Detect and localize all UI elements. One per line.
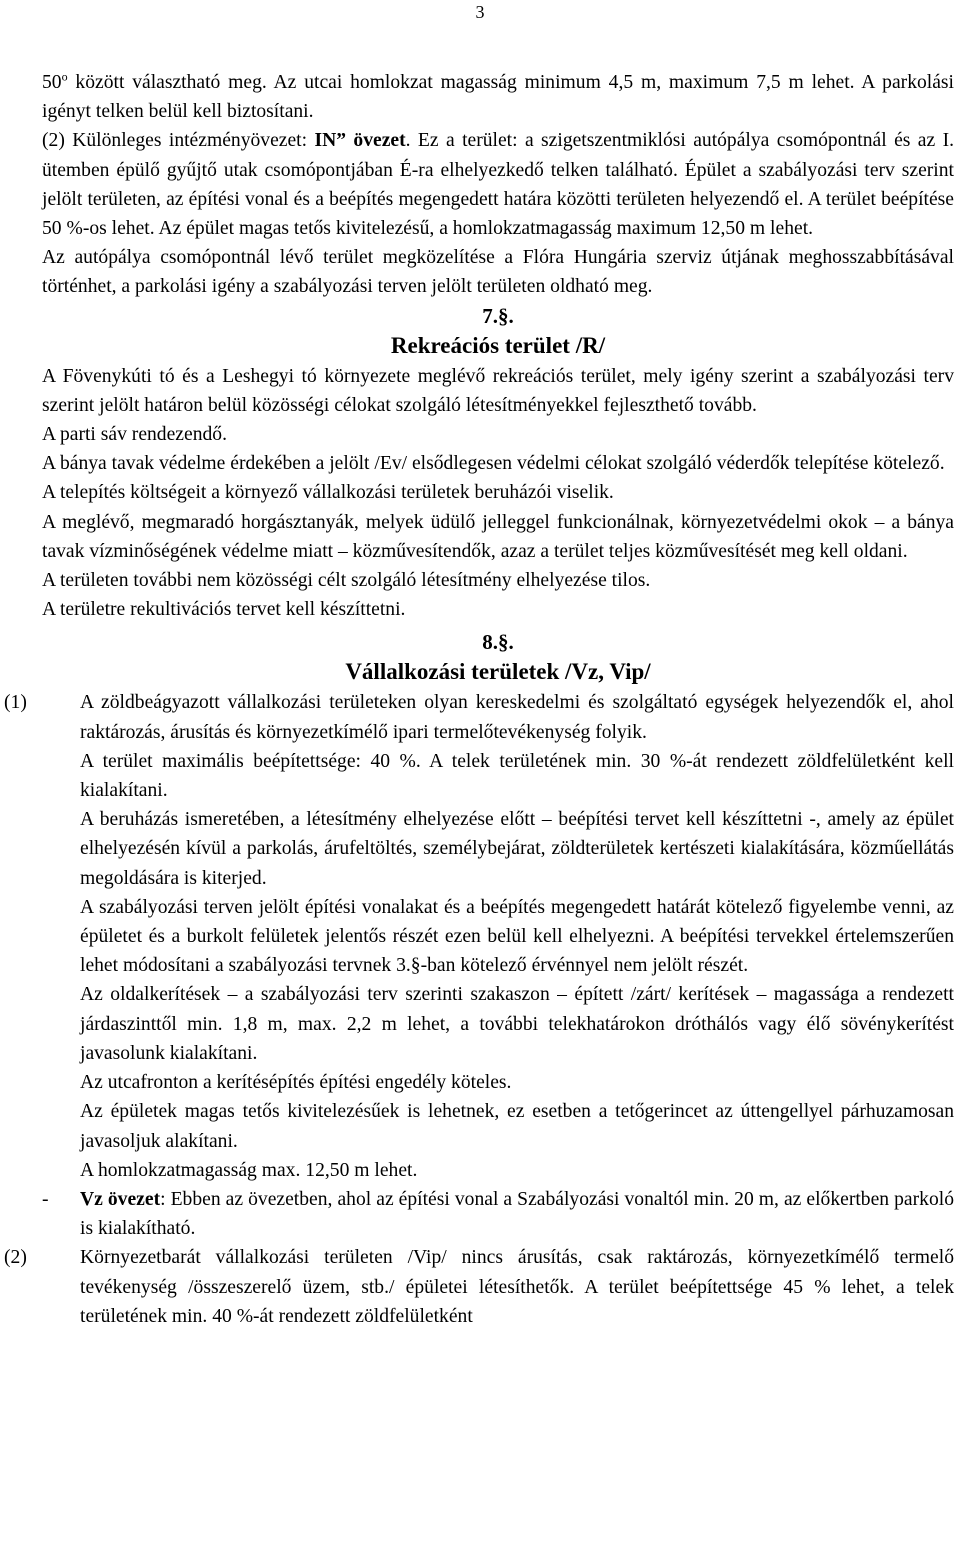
text-run: : Ebben az övezetben, ahol az építési vonal a Szabályozási vonaltól min. 20 m, az előkertben parkoló is kialakítható.: [80, 1188, 954, 1240]
paragraph: Az utcafronton a kerítésépítés építési engedély köteles.: [80, 1072, 512, 1094]
paragraph: A meglévő, megmaradó horgásztanyák, melyek üdülő jelleggel funkcionálnak, környezetvédelmi okok – a bánya tavak vízminőségének védelme miatt – közművesítendők, azaz a terület teljes közművesítését meg kell oldani.: [42, 511, 954, 562]
item-label: (2): [4, 1247, 27, 1269]
paragraph: Az oldalkerítések – a szabályozási terv szerinti szakaszon – épített /zárt/ kerítések – magassága a rendezett járdaszinttől min. 1,8 m, max. 2,2 m lehet, a további telekhatárokon dróthálós vagy élő sövénykerítést javasolunk kialakítani.: [80, 984, 954, 1064]
zone-name: IN” övezet: [314, 130, 406, 152]
dash-marker: -: [42, 1188, 49, 1210]
paragraph: [42, 126, 954, 243]
document-body: [4, 68, 955, 1331]
dash-item: [42, 1185, 954, 1243]
paragraph: Az autópálya csomópontnál lévő terület megközelítése a Flóra Hungária szerviz útjának meghosszabbításával történhet, a parkolási igény a szabályozási terven jelölt területen oldható meg.: [42, 247, 954, 298]
item-2-body: [4, 1243, 954, 1331]
text-run: (2) Különleges intézményövezet:: [42, 130, 315, 152]
paragraph: A Fövenykúti tó és a Leshegyi tó környezete meglévő rekreációs terület, mely igény szerint a szabályozási terv szerint jelölt határon belül közösségi célokat szolgáló létesítményekkel fejleszthető tovább.: [42, 365, 954, 416]
paragraph: A szabályozási terven jelölt építési vonalakat és a beépítés megengedett határát kötelező figyelembe venni, az épületet és a burkolt felületek jelentős részét ezen belül kell elhelyezni. A beépítési tervekkel értelemszerűen lehet módosítani a szabályozási tervnek 3.§-ban kötelező érvénnyel nem jelölt részét.: [80, 896, 954, 977]
paragraph: A telepítés költségeit a környező vállalkozási területek beruházói viselik.: [42, 482, 614, 504]
item-2: [4, 1243, 954, 1331]
section-number: 7.§.: [482, 303, 514, 328]
item-label: (1): [4, 692, 27, 714]
page-number: 3: [475, 2, 485, 22]
section-title: Rekreációs terület /R/: [390, 332, 606, 358]
paragraph: Környezetbarát vállalkozási területen /Vip/ nincs árusítás, csak raktározás, környezetkímélő termelő tevékenység /összeszerelő üzem, stb./ épületei létesíthetők. A terület beépítettsége 45 % lehet, a telek területének min. 40 %-át rendezett zöldfelületként: [80, 1247, 954, 1327]
paragraph: A beruházás ismeretében, a létesítmény elhelyezése előtt – beépítési tervet kell készíttetni -, amely az épület elhelyezésén kívül a parkolás, árufeltöltés, személybejárat, zöldterületek kertészeti kialakítására, közműellátás megoldására is kiterjed.: [80, 809, 954, 889]
text-run: között választható meg. Az utcai homlokzat magasság minimum 4,5 m, maximum 7,5 m lehet. A parkolási igényt telken belül kell biztosítani.: [42, 72, 954, 123]
paragraph: [80, 1185, 954, 1243]
section-number: 8.§.: [482, 630, 514, 655]
item-1: [4, 688, 954, 1184]
paragraph: [42, 68, 954, 126]
section-title: Vállalkozási területek /Vz, Vip/: [345, 659, 651, 685]
paragraph: A parti sáv rendezendő.: [42, 424, 227, 446]
zone-name: Vz övezet: [80, 1188, 161, 1210]
paragraph: A területen további nem közösségi célt szolgáló létesítmény elhelyezése tilos.: [42, 570, 651, 592]
paragraph: A zöldbeágyazott vállalkozási területeken olyan kereskedelmi és szolgáltató egységek helyezendők el, ahol raktározás, árusítás és környezetkímélő ipari termelőtevékenység folyik.: [80, 692, 954, 743]
paragraph: Az épületek magas tetős kivitelezésűek is lehetnek, ez esetben a tetőgerincet az úttengellyel párhuzamosan javasoljuk alakítani.: [80, 1101, 954, 1152]
paragraph: A bánya tavak védelme érdekében a jelölt /Ev/ elsődlegesen védelmi célokat szolgáló véderdők telepítése kötelező.: [42, 453, 945, 475]
item-1-body: [4, 688, 954, 1184]
superscript: o: [61, 69, 68, 84]
text-run: 50: [42, 72, 62, 93]
paragraph: A terület maximális beépítettsége: 40 %. A telek területének min. 30 %-át rendezett zöldfelületként kell kialakítani.: [80, 750, 954, 802]
text-run: . Ez a terület: a szigetszentmiklósi autópálya csomópontnál és az I. ütemben épülő gyűjtő utak csomópontjában É-ra elhelyezkedő telken található. Épület a szabályozási terv szerint jelölt területen, az építési vonal és a beépítés megengedett határa közötti területen helyezendő el. A terület beépítése 50 %-os lehet. Az épület magas tetős kivitelezésű, a homlokzatmagasság maximum 12,50 m lehet.: [42, 130, 955, 240]
paragraph: A homlokzatmagasság max. 12,50 m lehet.: [80, 1159, 418, 1181]
paragraph: A területre rekultivációs tervet kell készíttetni.: [42, 599, 406, 621]
